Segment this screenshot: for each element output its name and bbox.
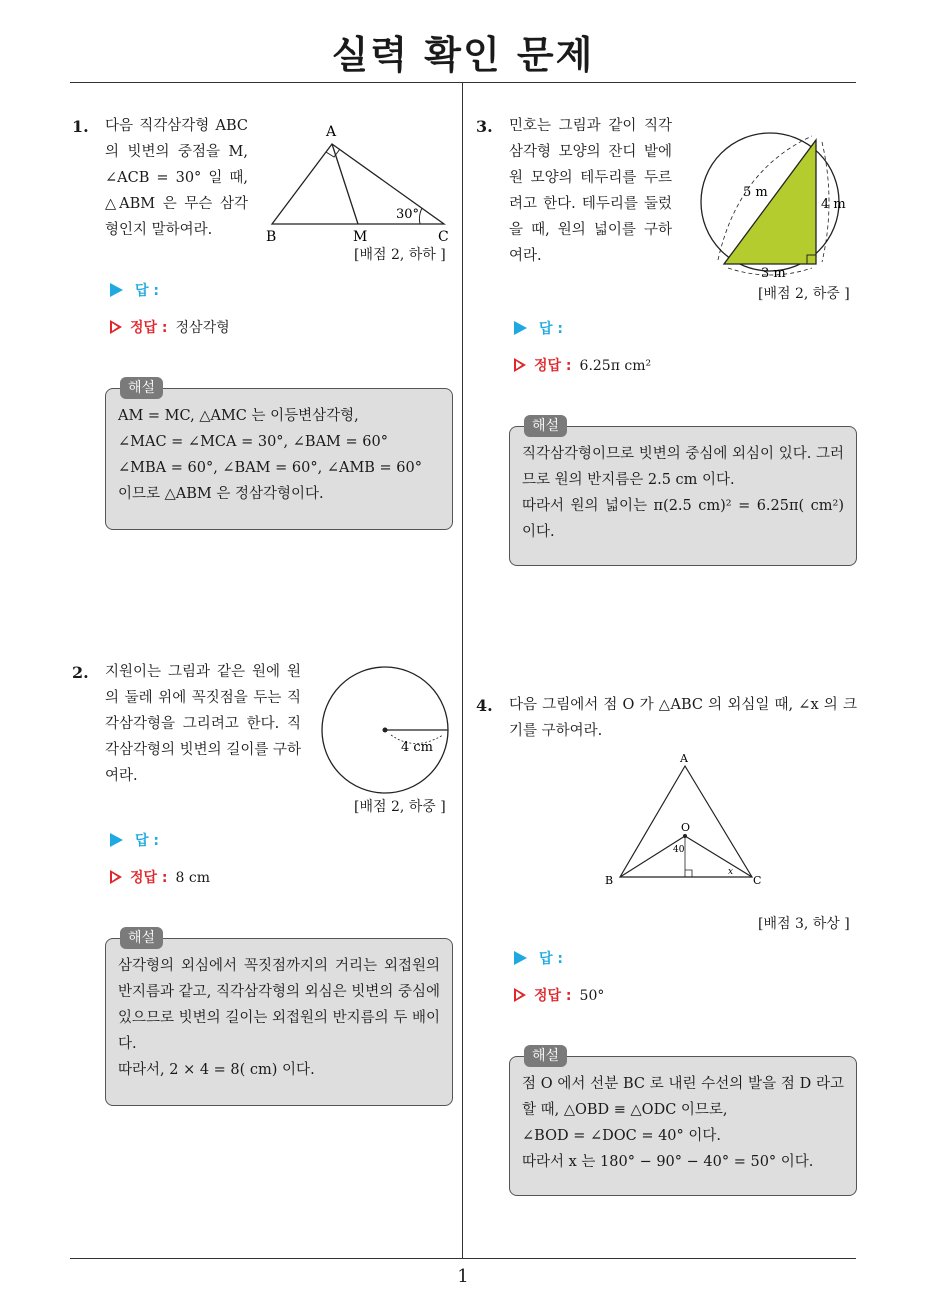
top-rule [70, 82, 856, 83]
answer-arrow-icon [514, 951, 527, 965]
answer-label: 답 : [135, 833, 159, 849]
q1-solution-line: AM = MC, △AMC 는 이등변삼각형, [118, 408, 359, 424]
q4-label-b: B [605, 874, 614, 887]
q1-solution-line: ∠MAC = ∠MCA = 30°, ∠BAM = 60° [118, 434, 388, 450]
q4-solution-box [509, 1048, 857, 1196]
q4-label-x: x [728, 867, 734, 877]
q3-answer-value: 6.25π cm² [579, 358, 652, 374]
q1-score: [배점 2, 하하 ] [354, 247, 446, 263]
q2-label-radius: 4 cm [401, 740, 434, 755]
q4-center-point [683, 834, 687, 838]
q1-correct-row [110, 317, 230, 337]
solution-tag: 해설 [524, 1045, 567, 1067]
column-divider [462, 83, 463, 1259]
page-number: 1 [457, 1266, 469, 1287]
q3-score: [배점 2, 하중 ] [758, 286, 850, 302]
q1-number: 1. [72, 117, 89, 136]
bottom-rule [70, 1258, 856, 1259]
q1-answer-row [110, 280, 159, 300]
q2-correct-row [110, 867, 210, 887]
q4-segment-oc [685, 836, 752, 877]
q4-label-angle: 40 [673, 845, 685, 855]
q4-right-angle-mark [685, 870, 692, 877]
answer-arrow-icon [110, 833, 123, 847]
q4-number: 4. [476, 696, 493, 715]
q1-label-angle: 30° [396, 207, 420, 222]
answer-label: 답 : [135, 283, 159, 299]
answer-arrow-icon [110, 283, 123, 297]
q3-figure [688, 120, 856, 280]
q3-grass-triangle [724, 140, 816, 264]
q4-label-a: A [680, 752, 688, 765]
q1-solution-line: ∠MBA = 60°, ∠BAM = 60°, ∠AMB = 60° [118, 460, 423, 476]
solution-tag: 해설 [524, 415, 567, 437]
q1-label-a: A [326, 124, 337, 140]
correct-label: 정답 : [130, 320, 168, 336]
q1-median [332, 144, 358, 224]
q3-label-base: 3 m [761, 266, 786, 280]
correct-arrow-icon [110, 870, 122, 884]
correct-label: 정답 : [534, 988, 572, 1004]
q4-correct-row [514, 985, 604, 1005]
correct-arrow-icon [514, 988, 526, 1002]
q4-label-o: O [681, 821, 691, 834]
q3-solution-box [509, 418, 857, 566]
correct-label: 정답 : [534, 358, 572, 374]
q3-answer-row [514, 318, 563, 338]
page-title: 실력 확인 문제 [331, 33, 595, 77]
q1-label-c: C [438, 229, 449, 245]
q3-label-height: 4 m [821, 197, 846, 212]
q4-label-c: C [753, 874, 762, 887]
q4-score: [배점 3, 하상 ] [758, 916, 850, 932]
solution-tag: 해설 [120, 927, 163, 949]
q2-score: [배점 2, 하중 ] [354, 799, 446, 815]
answer-label: 답 : [539, 321, 563, 337]
q1-solution-line: 이므로 △ABM 은 정삼각형이다. [118, 486, 324, 502]
q1-angle-arc [419, 208, 422, 224]
q2-solution-box [105, 930, 453, 1106]
q1-text: 다음 직각삼각형 ABC 의 빗변의 중점을 M, ∠ACB = 30° 일 때, △ABM 은 무슨 삼각형인지 말하여라. [105, 118, 248, 238]
q4-solution-line: 점 O 에서 선분 BC 로 내린 수선의 발을 점 D 라고 할 때, △OBD ≡ △ODC 이므로, [522, 1076, 844, 1118]
correct-label: 정답 : [130, 870, 168, 886]
q4-text: 다음 그림에서 점 O 가 △ABC 의 외심일 때, ∠x 의 크기를 구하여라. [509, 697, 857, 739]
q3-correct-row [514, 355, 651, 375]
q4-segment-ob [620, 836, 685, 877]
q4-figure [600, 752, 770, 887]
q2-answer-row [110, 830, 159, 850]
q2-solution-line: 따라서, 2 × 4 = 8( cm) 이다. [118, 1062, 315, 1078]
q3-solution-line: 직각삼각형이므로 빗변의 중심에 외심이 있다. 그러므로 원의 반지름은 2.5 cm 이다. [522, 446, 844, 488]
q1-answer-value: 정삼각형 [175, 320, 230, 336]
q3-solution-line: 따라서 원의 넓이는 π(2.5 cm)² = 6.25π( cm²) 이다. [522, 498, 844, 540]
q3-number: 3. [476, 117, 493, 136]
q3-text: 민호는 그림과 같이 직각삼각형 모양의 잔디 밭에 원 모양의 테두리를 두르려고 한다. 테두리를 둘렀을 때, 원의 넓이를 구하여라. [509, 118, 672, 264]
q4-answer-value: 50° [579, 988, 605, 1004]
correct-arrow-icon [110, 320, 122, 334]
q2-answer-value: 8 cm [175, 870, 211, 886]
q1-label-b: B [266, 229, 277, 245]
answer-arrow-icon [514, 321, 527, 335]
q2-figure [315, 662, 455, 797]
q1-figure [262, 120, 457, 245]
q1-label-m: M [353, 229, 368, 245]
q4-answer-row [514, 948, 563, 968]
q2-solution-line: 삼각형의 외심에서 꼭짓점까지의 거리는 외접원의 반지름과 같고, 직각삼각형의 외심은 빗변의 중심에 있으므로 빗변의 길이는 외접원의 반지름의 두 배이다. [118, 958, 440, 1052]
correct-arrow-icon [514, 358, 526, 372]
q2-number: 2. [72, 663, 89, 682]
solution-tag: 해설 [120, 377, 163, 399]
q4-solution-line: ∠BOD = ∠DOC = 40° 이다. [522, 1128, 722, 1144]
q4-solution-line: 따라서 x 는 180° − 90° − 40° = 50° 이다. [522, 1154, 814, 1170]
answer-label: 답 : [539, 951, 563, 967]
q2-text: 지원이는 그림과 같은 원에 원의 둘레 위에 꼭짓점을 두는 직각삼각형을 그리려고 한다. 직각삼각형의 빗변의 길이를 구하여라. [105, 664, 301, 784]
q1-solution-box [105, 380, 453, 530]
q3-label-hyp: 5 m [743, 185, 768, 200]
